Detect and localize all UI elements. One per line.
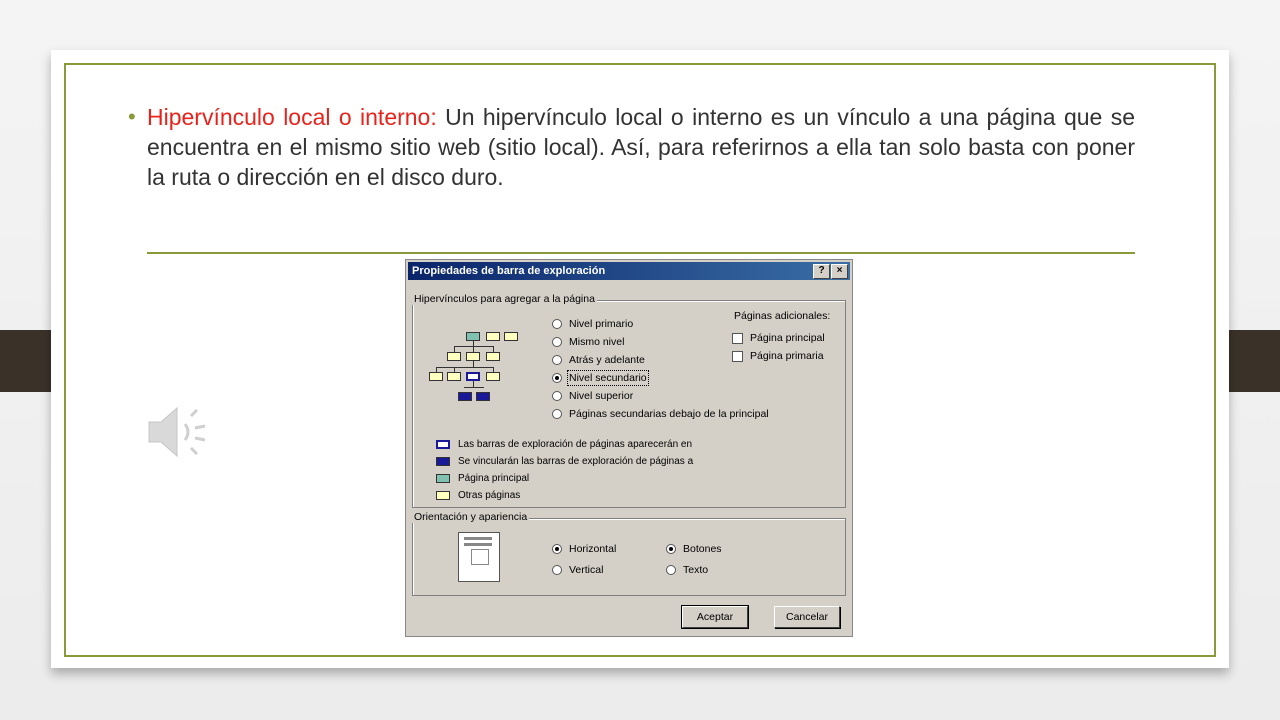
radio-checked-icon — [552, 373, 562, 383]
linked-page-icon — [458, 392, 472, 401]
radio-checked-icon — [552, 544, 562, 554]
radio-icon — [552, 391, 562, 401]
primary-page-icon — [504, 332, 518, 341]
speaker-icon[interactable] — [147, 402, 213, 462]
bullet-icon: • — [128, 104, 136, 129]
bullet-paragraph — [128, 102, 1135, 192]
legend-item: Página principal — [436, 473, 529, 484]
home-page-icon — [436, 474, 450, 483]
help-button[interactable]: ? — [813, 264, 830, 279]
page-icon — [429, 372, 443, 381]
radio-texto[interactable]: Texto — [666, 564, 708, 576]
checkbox-icon — [732, 333, 743, 344]
outlined-page-icon — [436, 440, 450, 449]
bullet-body: Un hipervínculo local o interno es un vínculo a una página que se encuentra en el mismo sitio web (sitio local). Así, para referirnos a ella tan solo basta con poner la ruta o dirección en el disco duro. — [147, 104, 1135, 190]
outlined-page-icon — [466, 372, 480, 381]
home-page-icon — [466, 332, 480, 341]
legend-item: Otras páginas — [436, 490, 520, 501]
orientation-group-label: Orientación y apariencia — [414, 511, 528, 523]
radio-icon — [552, 565, 562, 575]
explorer-bar-properties-dialog — [405, 259, 853, 637]
radio-nivel-superior[interactable]: Nivel superior — [552, 390, 633, 402]
radio-icon — [666, 565, 676, 575]
page-icon — [447, 352, 461, 361]
page-icon — [486, 372, 500, 381]
page-icon — [466, 352, 480, 361]
page-icon — [447, 372, 461, 381]
radio-mismo-nivel[interactable]: Mismo nivel — [552, 336, 624, 348]
radio-vertical[interactable]: Vertical — [552, 564, 603, 576]
radio-paginas-secundarias[interactable]: Páginas secundarias debajo de la principal — [552, 408, 769, 420]
divider-line — [147, 252, 1135, 254]
radio-horizontal[interactable]: Horizontal — [552, 543, 616, 555]
radio-checked-icon — [666, 544, 676, 554]
dialog-titlebar — [408, 262, 850, 280]
close-button[interactable]: × — [831, 264, 848, 279]
linked-page-icon — [436, 457, 450, 466]
radio-nivel-secundario[interactable]: Nivel secundario — [552, 372, 647, 384]
radio-atras-adelante[interactable]: Atrás y adelante — [552, 354, 645, 366]
hyperlinks-group-label: Hipervínculos para agregar a la página — [414, 293, 595, 305]
bullet-text — [147, 102, 1135, 192]
linked-page-icon — [476, 392, 490, 401]
radio-icon — [552, 319, 562, 329]
check-pagina-principal[interactable]: Página principal — [732, 332, 825, 344]
legend-item: Se vincularán las barras de exploración de páginas a — [436, 456, 693, 467]
layout-preview-icon — [458, 532, 500, 582]
other-page-icon — [436, 491, 450, 500]
radio-botones[interactable]: Botones — [666, 543, 722, 555]
cancel-button[interactable]: Cancelar — [774, 606, 840, 628]
radio-icon — [552, 337, 562, 347]
checkbox-icon — [732, 351, 743, 362]
legend-item: Las barras de exploración de páginas aparecerán en — [436, 439, 692, 450]
primary-page-icon — [486, 332, 500, 341]
radio-nivel-primario[interactable]: Nivel primario — [552, 318, 633, 330]
check-pagina-primaria[interactable]: Página primaria — [732, 350, 824, 362]
accept-button[interactable]: Aceptar — [682, 606, 748, 628]
radio-icon — [552, 409, 562, 419]
bullet-term: Hipervínculo local o interno: — [147, 104, 437, 130]
extra-pages-label: Páginas adicionales: — [734, 310, 831, 322]
dialog-title: Propiedades de barra de exploración — [412, 265, 606, 277]
slide-card — [51, 50, 1229, 668]
radio-icon — [552, 355, 562, 365]
page-icon — [486, 352, 500, 361]
